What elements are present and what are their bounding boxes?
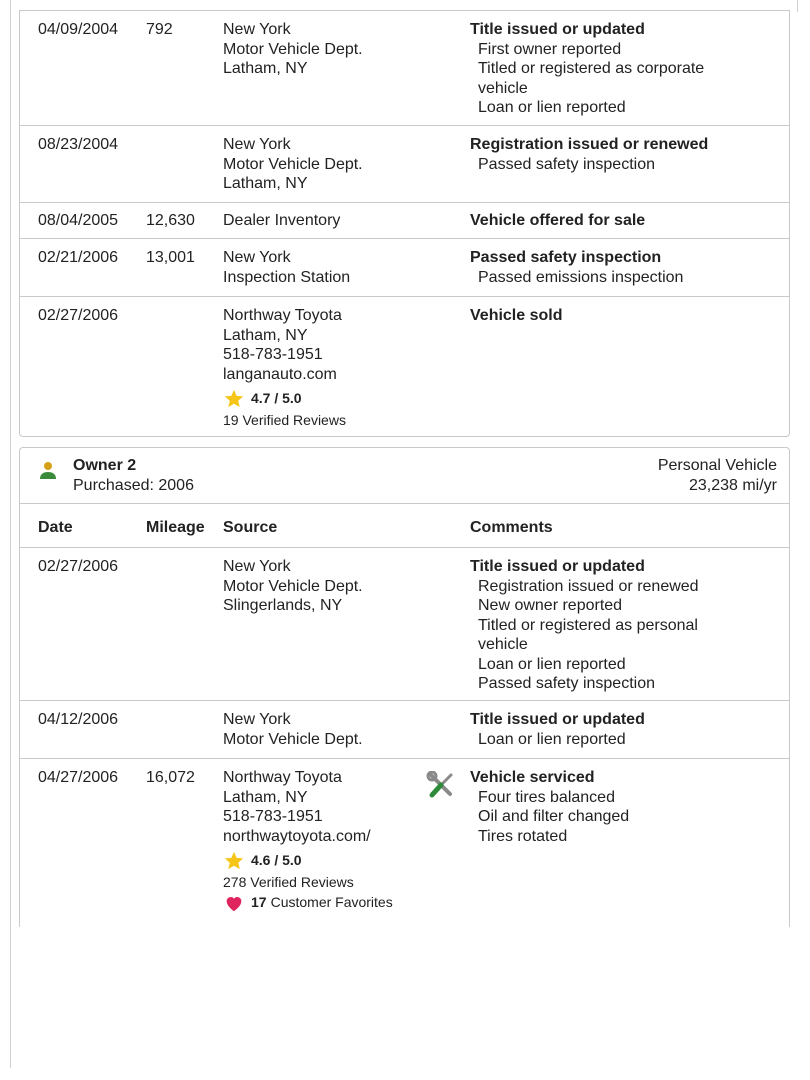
source-line: New York: [223, 249, 291, 266]
verified-reviews-link[interactable]: 19 Verified Reviews: [223, 412, 346, 428]
page-frame-right: [797, 0, 798, 12]
comment-item: Passed emissions inspection: [478, 268, 684, 286]
source-line: New York: [223, 558, 291, 575]
record-date: 02/21/2006: [38, 249, 119, 266]
record-source: [223, 710, 433, 749]
source-line: Dealer Inventory: [223, 212, 341, 229]
dealer-location: Latham, NY: [223, 326, 308, 344]
table-row: [20, 297, 789, 436]
comment-title: Title issued or updated: [470, 21, 645, 38]
favorites-count: 17: [251, 894, 267, 911]
source-line: Latham, NY: [223, 60, 308, 77]
dealer-location: Latham, NY: [223, 788, 308, 806]
comment-item: Loan or lien reported: [478, 655, 626, 673]
source-line: New York: [223, 711, 291, 728]
dealer-website-link[interactable]: northwaytoyota.com/: [223, 827, 371, 845]
comment-title: Registration issued or renewed: [470, 136, 709, 153]
customer-favorites[interactable]: [223, 892, 433, 914]
dealer-phone[interactable]: 518-783-1951: [223, 808, 323, 825]
comment-item: New owner reported: [478, 597, 623, 614]
record-mileage: 13,001: [146, 249, 195, 266]
table-row: [20, 126, 789, 203]
person-icon: [38, 460, 58, 480]
record-date: 04/12/2006: [38, 711, 119, 728]
table-header: [20, 504, 789, 548]
record-comments: [470, 768, 770, 846]
dealer-name: Northway Toyota: [223, 769, 342, 786]
comment-title: Title issued or updated: [470, 711, 645, 728]
verified-reviews-link[interactable]: 278 Verified Reviews: [223, 874, 354, 890]
heart-icon: [223, 892, 245, 914]
comment-item: Titled or registered as personal vehicle: [478, 616, 698, 653]
record-date: 04/09/2004: [38, 21, 119, 38]
column-header-mileage: Mileage: [146, 519, 205, 536]
source-line: Latham, NY: [223, 175, 308, 192]
comment-title: Vehicle sold: [470, 307, 563, 324]
record-mileage: 16,072: [146, 769, 195, 786]
comment-title: Title issued or updated: [470, 558, 645, 575]
table-row: [20, 701, 789, 759]
rating-score: 4.7 / 5.0: [251, 390, 302, 407]
source-line: New York: [223, 136, 291, 153]
dealer-phone[interactable]: 518-783-1951: [223, 346, 323, 363]
record-date: 08/04/2005: [38, 212, 119, 229]
record-comments: [470, 211, 770, 231]
comment-title: Vehicle offered for sale: [470, 212, 646, 229]
column-header-source: Source: [223, 519, 278, 536]
source-line: Motor Vehicle Dept.: [223, 40, 363, 58]
comment-item: Four tires balanced: [478, 788, 615, 806]
table-row: [20, 11, 789, 126]
record-date: 04/27/2006: [38, 769, 119, 786]
page-frame-left: [10, 0, 11, 1068]
owner-vehicle-type: Personal Vehicle: [657, 457, 777, 474]
record-comments: [470, 306, 770, 326]
owner-miles-per-year: 23,238 mi/yr: [688, 477, 777, 494]
source-line: New York: [223, 21, 291, 38]
record-source: [223, 20, 433, 79]
owner-purchased: Purchased: 2006: [73, 477, 194, 494]
comment-item: Loan or lien reported: [478, 99, 626, 116]
record-comments: [470, 135, 770, 174]
comment-title: Vehicle serviced: [470, 769, 595, 786]
record-source: [223, 248, 433, 287]
owner2-history-card: [19, 447, 790, 927]
comment-item: Tires rotated: [478, 827, 568, 845]
source-line: Motor Vehicle Dept.: [223, 577, 363, 595]
source-line: Motor Vehicle Dept.: [223, 730, 363, 748]
owner1-history-card: [19, 10, 790, 437]
record-mileage: 792: [146, 21, 173, 38]
favorites-label: Customer Favorites: [270, 894, 393, 911]
column-header-date: Date: [38, 519, 73, 536]
source-line: Motor Vehicle Dept.: [223, 155, 363, 173]
table-row: [20, 239, 789, 297]
dealer-website-link[interactable]: langanauto.com: [223, 365, 337, 383]
star-icon: [223, 388, 245, 410]
comment-title: Passed safety inspection: [470, 249, 662, 266]
owner-header: [20, 448, 789, 504]
comment-item: First owner reported: [478, 40, 622, 58]
comment-item: Oil and filter changed: [478, 808, 630, 825]
record-comments: [470, 20, 740, 118]
record-comments: [470, 710, 770, 749]
table-row: [20, 548, 789, 701]
owner-name: Owner 2: [73, 457, 137, 474]
source-line: Inspection Station: [223, 268, 351, 286]
record-source: [223, 557, 433, 616]
record-comments: [470, 557, 740, 694]
record-date: 02/27/2006: [38, 558, 119, 575]
dealer-rating: [223, 850, 433, 872]
table-row: [20, 203, 789, 239]
record-source: [223, 211, 433, 231]
record-source: [223, 768, 433, 914]
dealer-rating: [223, 388, 433, 410]
rating-score: 4.6 / 5.0: [251, 852, 302, 869]
dealer-name: Northway Toyota: [223, 307, 342, 324]
star-icon: [223, 850, 245, 872]
table-row: [20, 759, 789, 927]
comment-item: Registration issued or renewed: [478, 577, 699, 595]
record-source: [223, 135, 433, 194]
comment-item: Loan or lien reported: [478, 730, 626, 748]
comment-item: Passed safety inspection: [478, 675, 655, 692]
wrench-screwdriver-icon: [426, 771, 456, 801]
record-mileage: 12,630: [146, 212, 195, 229]
record-source: [223, 306, 433, 430]
comment-item: Titled or registered as corporate vehicle: [478, 60, 705, 97]
comment-item: Passed safety inspection: [478, 155, 655, 173]
column-header-comments: Comments: [470, 519, 553, 536]
record-date: 08/23/2004: [38, 136, 119, 153]
record-date: 02/27/2006: [38, 307, 119, 324]
record-comments: [470, 248, 770, 287]
source-line: Slingerlands, NY: [223, 597, 343, 614]
